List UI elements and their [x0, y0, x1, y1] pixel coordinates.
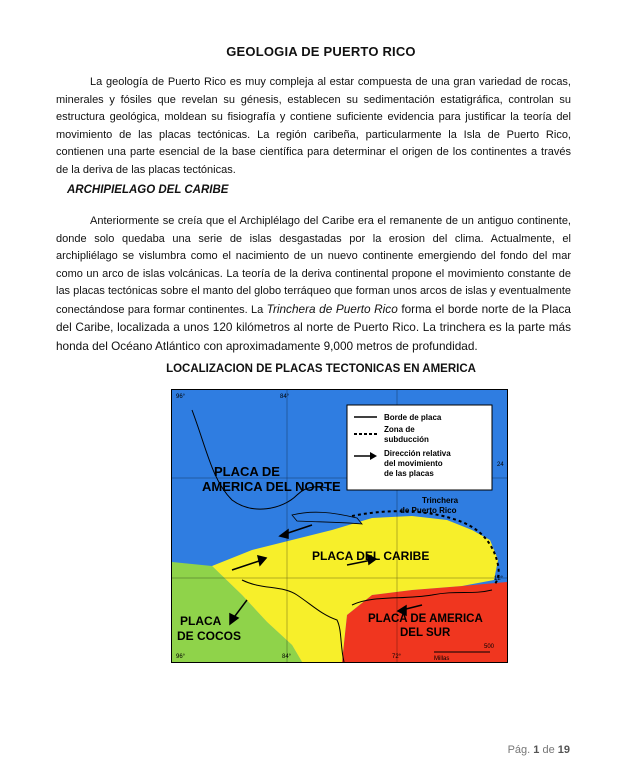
south-america-label-2: DEL SUR: [400, 627, 451, 639]
lon-top-left: 96°: [176, 394, 186, 400]
legend-subduction-2: subducción: [384, 435, 429, 444]
caribbean-text: [56, 213, 571, 356]
footer-prefix: Pág.: [507, 744, 534, 756]
intro-paragraph: [56, 74, 571, 179]
map-title: LOCALIZACION DE PLACAS TECTONICAS EN AMERICA: [166, 363, 476, 375]
legend-direction-3: de las placas: [384, 469, 434, 478]
legend-subduction-1: Zona de: [384, 425, 415, 434]
north-america-label-1: PLACA DE: [214, 464, 280, 479]
legend-direction-2: del movimiento: [384, 459, 443, 468]
cocos-label-1: PLACA: [180, 614, 222, 628]
legend-direction-1: Dirección relativa: [384, 449, 451, 458]
lon-bottom-left: 96°: [176, 654, 186, 660]
cocos-label-2: DE COCOS: [177, 629, 242, 643]
trench-label-2: de Puerto Rico: [400, 506, 457, 515]
scale-unit: Millas: [434, 656, 450, 662]
lon-bottom-mid: 84°: [282, 654, 292, 660]
caribbean-text-part1: Anteriormente se creía que el Archiplélago del Caribe era el remanente de un antiguo continente, donde solo quedaba una serie de islas desgastadas por la erosion del clima. Actualmente, el archipliélago se vislumbra como el nacimiento de un nuevo continente emergiendo del fondo del mar como un arco de islas volcánicas. La teoría de la deriva continental propone el movimiento constante de las placas tectónicas sobre el manto del globo terráqueo que forman unos arcos de islas y eventualmente conectándose para formar continentes. La: [56, 215, 571, 316]
footer-page: 1: [533, 744, 540, 756]
caribbean-paragraph: [56, 213, 571, 356]
page-footer: [508, 744, 570, 756]
footer-total: 19: [557, 744, 570, 756]
page-title: GEOLOGIA DE PUERTO RICO: [226, 44, 416, 59]
trench-italic: Trinchera de Puerto Rico: [266, 301, 398, 316]
south-america-label-1: PLACA DE AMERICA: [368, 613, 483, 625]
intro-text: La geología de Puerto Rico es muy compleja al estar compuesta de una gran variedad de rocas, minerales y fósiles que revelan su génesis, establecen su sedimentación estatigráfica, controlan su estructura geológica, moldean su fisiografía y contiene suficiente evidencia para justificar la teoría del movimiento de las placas tectónicas. La región caribeña, particularmente la Isla de Puerto Rico, contienen una parte esencial de la base científica para determinar el origen de los continentes a través de la deriva de las placas tectónicas.: [56, 76, 571, 176]
footer-middle: de: [539, 744, 558, 756]
caribbean-label: PLACA DEL CARIBE: [312, 549, 430, 563]
lon-bottom-right: 72°: [392, 654, 402, 660]
legend-boundary: Borde de placa: [384, 413, 442, 422]
trench-label-1: Trinchera: [422, 496, 459, 505]
scale-value: 500: [484, 644, 495, 650]
section-heading: ARCHIPIELAGO DEL CARIBE: [67, 184, 229, 196]
tectonic-plates-map: [171, 389, 508, 663]
north-america-label-2: AMERICA DEL NORTE: [202, 479, 341, 494]
lon-top-mid: 84°: [280, 394, 290, 400]
lat-upper: 24: [497, 462, 504, 468]
lat-lower: 12°: [494, 576, 504, 582]
caribbean-text-part2: forma el borde norte de la Placa del Caribe, localizada a unos 120 kilómetros al norte de Puerto Rico. La trinchera es la parte más honda del Océano Atlántico con aproximadamente 9,000 metros de profundidad.: [56, 301, 571, 353]
